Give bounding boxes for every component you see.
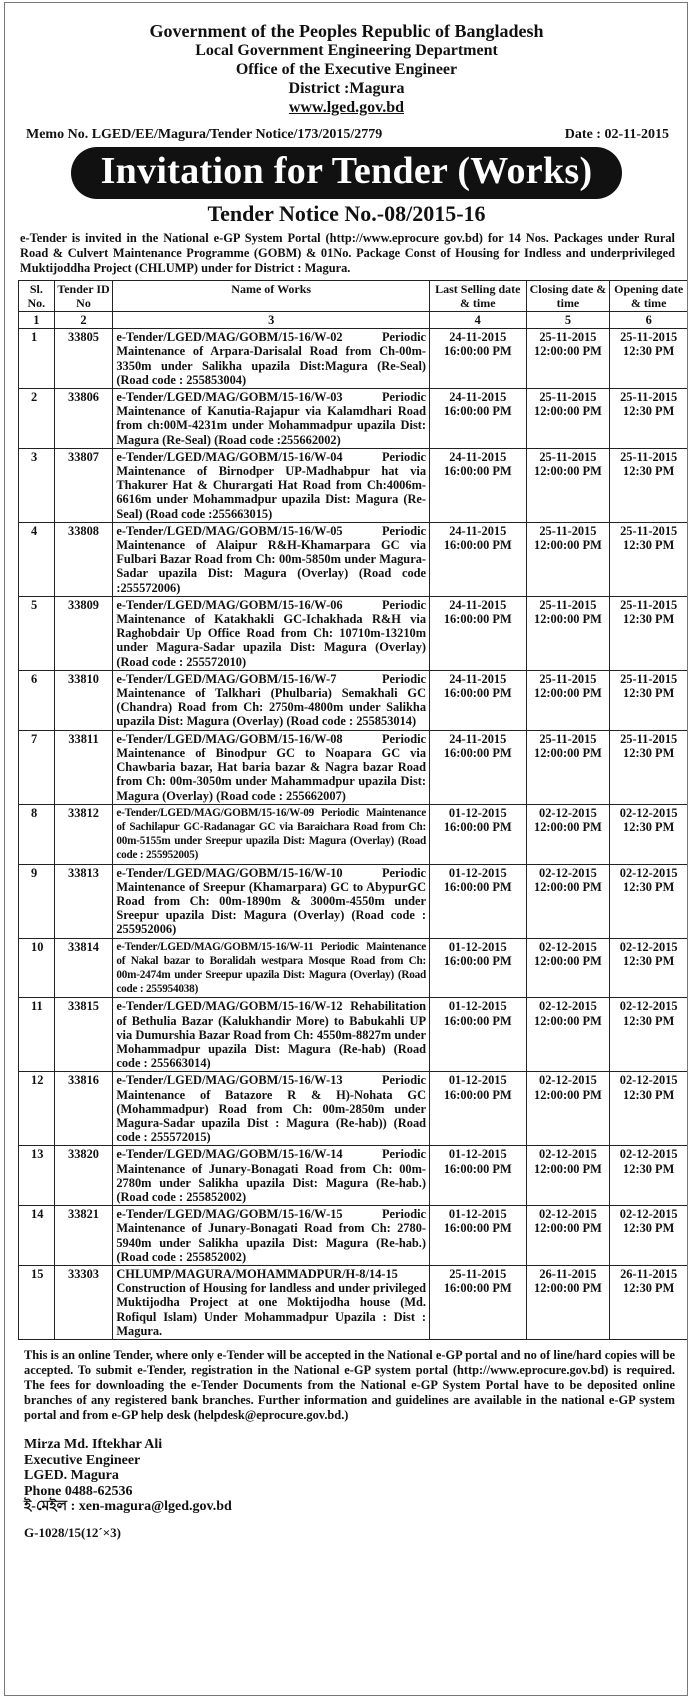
closing-time: 12:00:00 PM [534,879,602,894]
cell-sl: 6 [19,670,55,730]
opening-time: 12:30 PM [623,404,675,419]
opening-date: 25-11-2015 [620,523,678,538]
column-number: 6 [610,312,688,329]
selling-date: 01-12-2015 [448,1147,507,1162]
department-name: Local Government Engineering Department [195,42,498,59]
selling-date: 24-11-2015 [449,330,507,345]
selling-time: 16:00:00 PM [443,538,512,553]
selling-date: 24-11-2015 [449,671,507,686]
closing-time: 12:00:00 PM [534,1221,602,1236]
closing-time: 12:00:00 PM [534,953,602,968]
selling-time: 16:00:00 PM [443,953,512,968]
signatory-phone: Phone 0488-62536 [24,1483,133,1499]
signatory-office: LGED. Magura [24,1468,119,1484]
header-tender-id: Tender ID No [54,281,113,312]
cell-tender-id: 33812 [54,804,113,864]
cell-sl: 4 [19,522,55,596]
selling-time: 16:00:00 PM [443,612,512,627]
page-border [4,2,688,1696]
selling-time: 16:00:00 PM [443,464,512,479]
closing-date: 26-11-2015 [539,1267,597,1281]
cell-sl: 8 [19,804,55,864]
cell-tender-id: 33816 [54,1072,113,1146]
opening-date: 02-12-2015 [619,865,678,880]
cell-sl: 13 [19,1146,55,1206]
selling-date: 24-11-2015 [449,597,507,612]
opening-date: 02-12-2015 [619,1147,678,1162]
cell-tender-id: 33808 [54,522,113,596]
cell-name-of-works: e-Tender/LGED/MAG/GOBM/15-16/W-7 Periodic Maintenance of Talkhari (Phulbaria) Semakhali GC (Chandra) Road from Ch: 2750m-4800m under Salikha upazila Dist: Magura (Overlay) (Road code : 255853014) [113,670,430,730]
column-number: 1 [19,312,55,329]
selling-time: 16:00:00 PM [443,686,512,701]
opening-date: 26-11-2015 [620,1267,678,1281]
closing-time: 12:00:00 PM [534,1013,602,1028]
closing-date: 25-11-2015 [539,390,597,405]
cell-sl: 14 [19,1206,55,1266]
closing-time: 12:00:00 PM [534,404,602,419]
selling-date: 01-12-2015 [448,1207,507,1222]
title-banner: Invitation for Tender (Works) [71,147,623,199]
closing-date: 02-12-2015 [539,805,597,820]
cell-sl: 5 [19,596,55,670]
closing-time: 12:00:00 PM [534,819,602,834]
cell-tender-id: 33806 [54,389,113,449]
selling-date: 24-11-2015 [449,449,507,464]
signatory-email: ই-মেইল : xen-magura@lged.gov.bd [24,1499,232,1515]
cell-tender-id: 33811 [54,730,113,804]
opening-date: 02-12-2015 [619,939,678,954]
cell-tender-id: 33820 [54,1146,113,1206]
selling-date: 24-11-2015 [449,523,507,538]
cell-tender-id: 33821 [54,1206,113,1266]
cell-tender-id: 33303 [54,1266,113,1340]
cell-sl: 9 [19,864,55,938]
online-tender-note: This is an online Tender, where only e-Tender will be accepted in the National e-GP portal and no of line/hard copies will be accepted. To submit e-Tender, registration in the National e-GP system portal (http://www.eprocure.gov.bd) is required. The fees for downloading the e-Tender Documents from the National e-GP System Portal have to be deposited online branches of any registered bank branches. Further information and guidelines are available in the national e-GP system portal and from e-GP help desk (helpdesk@eprocure.gov.bd.) [24,1348,675,1423]
selling-time: 16:00:00 PM [443,1087,512,1102]
district-name: District :Magura [288,80,405,97]
opening-time: 12:30 PM [623,953,675,968]
selling-date: 01-12-2015 [448,865,507,880]
cell-sl: 1 [19,329,55,389]
cell-tender-id: 33810 [54,670,113,730]
opening-time: 12:30 PM [623,1281,675,1296]
closing-date: 25-11-2015 [539,671,597,686]
opening-time: 12:30 PM [623,1161,675,1176]
opening-time: 12:30 PM [623,538,675,553]
closing-time: 12:00:00 PM [534,686,602,701]
opening-time: 12:30 PM [623,464,675,479]
selling-time: 16:00:00 PM [443,819,512,834]
opening-date: 02-12-2015 [619,1207,678,1222]
selling-date: 24-11-2015 [449,731,507,746]
closing-date: 25-11-2015 [539,597,597,612]
selling-date: 25-11-2015 [449,1267,507,1281]
cell-tender-id: 33815 [54,998,113,1072]
opening-date: 25-11-2015 [620,731,678,746]
opening-date: 02-12-2015 [619,805,678,820]
cell-name-of-works: e-Tender/LGED/MAG/GOBM/15-16/W-12 Rehabilitation of Bethulia Bazar (Kalukhandir More) to Babukahli UP via Dumurshia Bazar Road from Ch: 4550m-8827m under Mohammadpur upazila Dist: Magura (Re-hab) (Road code : 255663014) [113,998,430,1072]
cell-tender-id: 33807 [54,448,113,522]
closing-time: 12:00:00 PM [534,1161,602,1176]
closing-time: 12:00:00 PM [534,464,602,479]
opening-date: 25-11-2015 [620,390,678,405]
closing-date: 25-11-2015 [539,330,597,345]
selling-date: 01-12-2015 [448,999,507,1014]
cell-name-of-works: e-Tender/LGED/MAG/GOBM/15-16/W-04 Periodic Maintenance of Birnodper UP-Madhabpur hat via Thakurer Hat & Churargati Hat Road from Ch:4006m-6616m under Mohammadpur upazila Dist: Magura (Re-Seal) (Road code :255663015) [113,448,430,522]
cell-tender-id: 33805 [54,329,113,389]
cell-tender-id: 33813 [54,864,113,938]
selling-time: 16:00:00 PM [443,745,512,760]
closing-time: 12:00:00 PM [534,538,602,553]
column-number: 4 [430,312,526,329]
cell-sl: 3 [19,448,55,522]
opening-date: 25-11-2015 [620,449,678,464]
cell-sl: 11 [19,998,55,1072]
opening-date: 25-11-2015 [620,597,678,612]
header-sl: Sl. No. [19,281,55,312]
cell-name-of-works: e-Tender/LGED/MAG/GOBM/15-16/W-03 Periodic Maintenance of Kanutia-Rajapur via Kalamdhari Road from ch:00M-4231m under Mohammadpur upazila Dist: Magura (Re-Seal) (Road code :255662002) [113,389,430,449]
cell-name-of-works: e-Tender/LGED/MAG/GOBM/15-16/W-11 Periodic Maintenance of Nakal bazar to Boralidah westpara Mosque Road from Ch: 00m-2474m under Sreepur upazila Dist: Magura (Overlay) (Road code : 255954038) [113,938,430,998]
selling-date: 01-12-2015 [448,805,507,820]
opening-time: 12:30 PM [623,1221,675,1236]
cell-name-of-works: CHLUMP/MAGURA/MOHAMMADPUR/H-8/14-15 Construction of Housing for landless and under privileged Muktijodha Project at one Moktijodha house (Md. Rofiqul Islam) Under Mohammadpur Upazila : Dist : Magura. [113,1266,430,1340]
closing-date: 02-12-2015 [539,939,597,954]
cell-sl: 15 [19,1266,55,1340]
opening-date: 02-12-2015 [619,1073,678,1088]
selling-date: 01-12-2015 [448,939,507,954]
opening-time: 12:30 PM [623,879,675,894]
memo-number: Memo No. LGED/EE/Magura/Tender Notice/173/2015/2779 [26,127,383,142]
selling-time: 16:00:00 PM [443,1281,512,1296]
closing-date: 02-12-2015 [539,1207,597,1222]
cell-tender-id: 33814 [54,938,113,998]
government-name: Government of the Peoples Republic of Bangladesh [149,21,544,41]
opening-time: 12:30 PM [623,1013,675,1028]
cell-name-of-works: e-Tender/LGED/MAG/GOBM/15-16/W-14 Periodic Maintenance of Junary-Bonagati Road from Ch: 00m-2780m under Salikha upazila Dist: Magura (Re-hab.) (Road code : 255852002) [113,1146,430,1206]
closing-time: 12:00:00 PM [534,1087,602,1102]
selling-date: 24-11-2015 [449,390,507,405]
closing-date: 02-12-2015 [539,1147,597,1162]
closing-date: 02-12-2015 [539,865,597,880]
office-name: Office of the Executive Engineer [235,61,458,78]
cell-name-of-works: e-Tender/LGED/MAG/GOBM/15-16/W-10 Periodic Maintenance of Sreepur (Khamarpara) GC to AbypurGC Road from Ch: 00m-1890m & 3000m-4550m under Sreepur upazila Dist: Magura (Overlay) (Road code : 255952006) [113,864,430,938]
cell-sl: 12 [19,1072,55,1146]
cell-name-of-works: e-Tender/LGED/MAG/GOBM/15-16/W-05 Periodic Maintenance of Alaipur R&H-Khamarpara GC via Fulbari Bazar Road from Ch: 00m-5850m under Magura-Sadar upazila Dist: Magura (Overlay) (Road code :255572006) [113,522,430,596]
cell-sl: 7 [19,730,55,804]
opening-time: 12:30 PM [623,745,675,760]
opening-time: 12:30 PM [623,612,675,627]
header-last-selling: Last Selling date & time [430,281,526,312]
column-number: 3 [113,312,430,329]
intro-paragraph: e-Tender is invited in the National e-GP System Portal (http://www.eprocure gov.bd) for 14 Nos. Packages under Rural Road & Culvert Maintenance Programme (GOBM) & 01No. Package Const of Housing for Indless and underprivileged Muktijoddha Project (CHLUMP) under for District : Magura. [20,231,675,275]
opening-date: 02-12-2015 [619,999,678,1014]
cell-sl: 10 [19,938,55,998]
selling-time: 16:00:00 PM [443,879,512,894]
header-closing: Closing date & time [526,281,610,312]
cell-name-of-works: e-Tender/LGED/MAG/GOBM/15-16/W-02 Periodic Maintenance of Arpara-Darisalal Road from Ch-00m-3350m under Salikha upazila Dist:Magura (Re-Seal) (Road code : 255853004) [113,329,430,389]
header-name-of-works: Name of Works [113,281,430,312]
opening-time: 12:30 PM [623,686,675,701]
closing-time: 12:00:00 PM [534,745,602,760]
cell-name-of-works: e-Tender/LGED/MAG/GOBM/15-16/W-08 Periodic Maintenance of Binodpur GC to Noapara GC via Chawbaria bazar, Hat baria bazar & Nagra bazar Road from Ch: 00m-3050m under Mahammadpur upazila Dist: Magura (Overlay) (Road code : 255662007) [113,730,430,804]
selling-time: 16:00:00 PM [443,344,512,359]
selling-time: 16:00:00 PM [443,404,512,419]
cell-name-of-works: e-Tender/LGED/MAG/GOBM/15-16/W-15 Periodic Maintenance of Junary-Bonagati Road from Ch: 2780-5940m under Salikha upazila Dist: Magura (Re-hab.) (Road code : 255852002) [113,1206,430,1266]
cell-tender-id: 33809 [54,596,113,670]
column-number: 5 [526,312,610,329]
selling-time: 16:00:00 PM [443,1013,512,1028]
cell-name-of-works: e-Tender/LGED/MAG/GOBM/15-16/W-06 Periodic Maintenance of Katakhakli GC-Ichakhada R&H via Raghobdair Up Office Road from Ch: 10710m-13210m under Magura-Sadar upazila Dist: Magura (Overlay) (Road code : 255572010) [113,596,430,670]
closing-date: 25-11-2015 [539,731,597,746]
closing-date: 02-12-2015 [539,999,597,1014]
closing-time: 12:00:00 PM [534,344,602,359]
closing-date: 02-12-2015 [539,1073,597,1088]
opening-date: 25-11-2015 [620,671,678,686]
g-number: G-1028/15(12´×3) [24,1524,121,1540]
signatory-name: Mirza Md. Iftekhar Ali [24,1437,163,1453]
column-number: 2 [54,312,113,329]
closing-date: 25-11-2015 [539,449,597,464]
closing-time: 12:00:00 PM [534,612,602,627]
header-opening: Opening date & time [610,281,688,312]
selling-time: 16:00:00 PM [443,1161,512,1176]
website-link[interactable]: www.lged.gov.bd [288,99,405,116]
cell-name-of-works: e-Tender/LGED/MAG/GOBM/15-16/W-09 Periodic Maintenance of Sachilapur GC-Radanagar GC via Baraichara Road from Ch: 00m-5155m under Sreepur upazila Dist: Magura (Overlay) (Road code : 255952005) [113,804,430,864]
opening-time: 12:30 PM [623,819,675,834]
cell-sl: 2 [19,389,55,449]
signatory-title: Executive Engineer [24,1452,141,1468]
memo-date: Date : 02-11-2015 [564,127,669,142]
cell-name-of-works: e-Tender/LGED/MAG/GOBM/15-16/W-13 Periodic Maintenance of Batazore R & H)-Nohata GC (Mohammadpur) Road from Ch: 00m-2850m under Magura-Sadar upazila Dist : Magura (Re-hab)) (Road code : 255572015) [113,1072,430,1146]
selling-time: 16:00:00 PM [443,1221,512,1236]
opening-time: 12:30 PM [623,1087,675,1102]
closing-time: 12:00:00 PM [534,1281,602,1296]
opening-time: 12:30 PM [623,344,675,359]
selling-date: 01-12-2015 [448,1073,507,1088]
closing-date: 25-11-2015 [539,523,597,538]
tender-notice-number: Tender Notice No.-08/2015-16 [207,201,486,226]
opening-date: 25-11-2015 [620,330,678,345]
